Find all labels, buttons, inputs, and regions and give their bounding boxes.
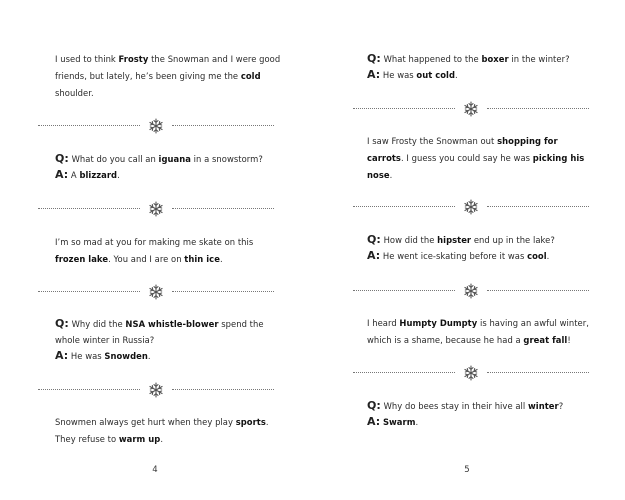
- bold-keyword: NSA whistle-blower: [125, 319, 219, 329]
- question-label: Q:: [367, 233, 381, 246]
- snowflake-divider: [353, 283, 589, 299]
- snowflake-divider: [353, 101, 589, 117]
- bold-keyword: Swarm: [382, 417, 416, 427]
- answer-line: [367, 67, 597, 83]
- snowflake-divider: [38, 284, 274, 300]
- joke-thin-ice: [55, 234, 283, 268]
- joke-frosty-cold-shoulder: [55, 51, 283, 102]
- text-segment: .: [546, 251, 550, 261]
- answer-line: [55, 348, 283, 364]
- joke-snowden: [55, 316, 283, 364]
- bold-keyword: great fall: [523, 335, 568, 345]
- text-segment: shoulder.: [55, 88, 94, 98]
- joke-text: [367, 133, 597, 184]
- joke-warm-up: [55, 414, 283, 448]
- bold-keyword: Frosty: [118, 54, 149, 64]
- page-number: 4: [152, 465, 158, 475]
- text-segment: . You and I are on: [108, 254, 185, 264]
- bold-keyword: sports: [235, 417, 266, 427]
- bold-keyword: Snowden: [104, 351, 148, 361]
- bold-keyword: thin ice: [184, 254, 220, 264]
- snowflake-icon: [148, 382, 164, 398]
- text-segment: ?: [558, 401, 564, 411]
- bold-keyword: iguana: [158, 154, 191, 164]
- joke-iguana-blizzard: [55, 151, 283, 183]
- answer-label: A:: [367, 249, 381, 262]
- bold-keyword: hipster: [437, 235, 472, 245]
- text-segment: spend the whole winter in Russia?: [55, 319, 264, 345]
- bold-keyword: boxer: [481, 54, 509, 64]
- text-segment: How did the: [380, 235, 438, 245]
- text-segment: Snowmen always get hurt when they play: [55, 417, 236, 427]
- text-segment: What do you call an: [68, 154, 159, 164]
- joke-boxer-out-cold: [367, 51, 597, 83]
- text-segment: in the winter?: [508, 54, 570, 64]
- text-segment: .: [117, 170, 120, 180]
- text-segment: .: [147, 351, 151, 361]
- snowflake-icon: [463, 101, 479, 117]
- text-segment: .: [455, 70, 458, 80]
- snowflake-divider: [38, 201, 274, 217]
- text-segment: is having an awful winter, which is a shame, because he had a: [367, 318, 589, 345]
- text-segment: He was: [380, 70, 417, 80]
- text-segment: Why do bees stay in their hive all: [380, 401, 529, 411]
- snowflake-icon: [463, 199, 479, 215]
- text-segment: .: [389, 170, 393, 180]
- text-segment: .: [415, 417, 419, 427]
- answer-label: A:: [55, 349, 69, 362]
- bold-keyword: winter: [528, 401, 559, 411]
- joke-bees-swarm: [367, 398, 597, 430]
- snowflake-divider: [353, 365, 589, 381]
- text-segment: .: [160, 434, 164, 444]
- answer-label: A:: [367, 68, 381, 81]
- bold-keyword: warm up: [118, 434, 161, 444]
- joke-picking-nose: [367, 133, 597, 184]
- text-segment: the Snowman and I were good friends, but lately, he’s been giving me the: [55, 54, 281, 81]
- question-line: [55, 151, 283, 167]
- text-segment: . They refuse to: [55, 417, 269, 444]
- text-segment: What happened to the: [380, 54, 482, 64]
- text-segment: end up in the lake?: [471, 235, 555, 245]
- question-label: Q:: [55, 152, 69, 165]
- question-line: [367, 51, 597, 67]
- joke-text: [367, 315, 597, 349]
- text-segment: I used to think: [55, 54, 119, 64]
- joke-text: [55, 414, 283, 448]
- text-segment: Why did the: [68, 319, 126, 329]
- joke-hipster: [367, 232, 597, 264]
- question-label: Q:: [55, 317, 69, 330]
- bold-keyword: blizzard: [79, 170, 118, 180]
- text-segment: He was: [68, 351, 105, 361]
- answer-line: [367, 248, 597, 264]
- answer-line: [367, 414, 597, 430]
- snowflake-icon: [148, 284, 164, 300]
- question-label: Q:: [367, 52, 381, 65]
- snowflake-divider: [38, 118, 274, 134]
- right-page: [313, 0, 625, 500]
- bold-keyword: Humpty Dumpty: [399, 318, 478, 328]
- bold-keyword: frozen lake: [55, 254, 109, 264]
- snowflake-divider: [38, 382, 274, 398]
- snowflake-divider: [353, 199, 589, 215]
- question-label: Q:: [367, 399, 381, 412]
- text-segment: I saw Frosty the Snowman out: [367, 136, 498, 146]
- joke-humpty-dumpty: [367, 315, 597, 349]
- bold-keyword: picking his nose: [367, 153, 585, 180]
- snowflake-icon: [148, 118, 164, 134]
- text-segment: A: [68, 170, 80, 180]
- question-line: [55, 316, 283, 348]
- text-segment: I’m so mad at you for making me skate on this: [55, 237, 254, 247]
- bold-keyword: out cold: [416, 70, 456, 80]
- snowflake-icon: [148, 201, 164, 217]
- question-line: [367, 232, 597, 248]
- left-page: [0, 0, 312, 500]
- bold-keyword: cool: [527, 251, 547, 261]
- answer-line: [55, 167, 283, 183]
- text-segment: He went ice-skating before it was: [380, 251, 528, 261]
- bold-keyword: shopping for carrots: [367, 136, 558, 163]
- question-line: [367, 398, 597, 414]
- joke-text: [55, 234, 283, 268]
- joke-text: [55, 51, 283, 102]
- text-segment: !: [567, 335, 571, 345]
- bold-keyword: cold: [240, 71, 261, 81]
- text-segment: . I guess you could say he was: [400, 153, 533, 163]
- snowflake-icon: [463, 365, 479, 381]
- text-segment: .: [219, 254, 223, 264]
- text-segment: in a snowstorm?: [190, 154, 263, 164]
- answer-label: A:: [367, 415, 381, 428]
- text-segment: I heard: [367, 318, 400, 328]
- snowflake-icon: [463, 283, 479, 299]
- answer-label: A:: [55, 168, 69, 181]
- page-number: 5: [464, 465, 470, 475]
